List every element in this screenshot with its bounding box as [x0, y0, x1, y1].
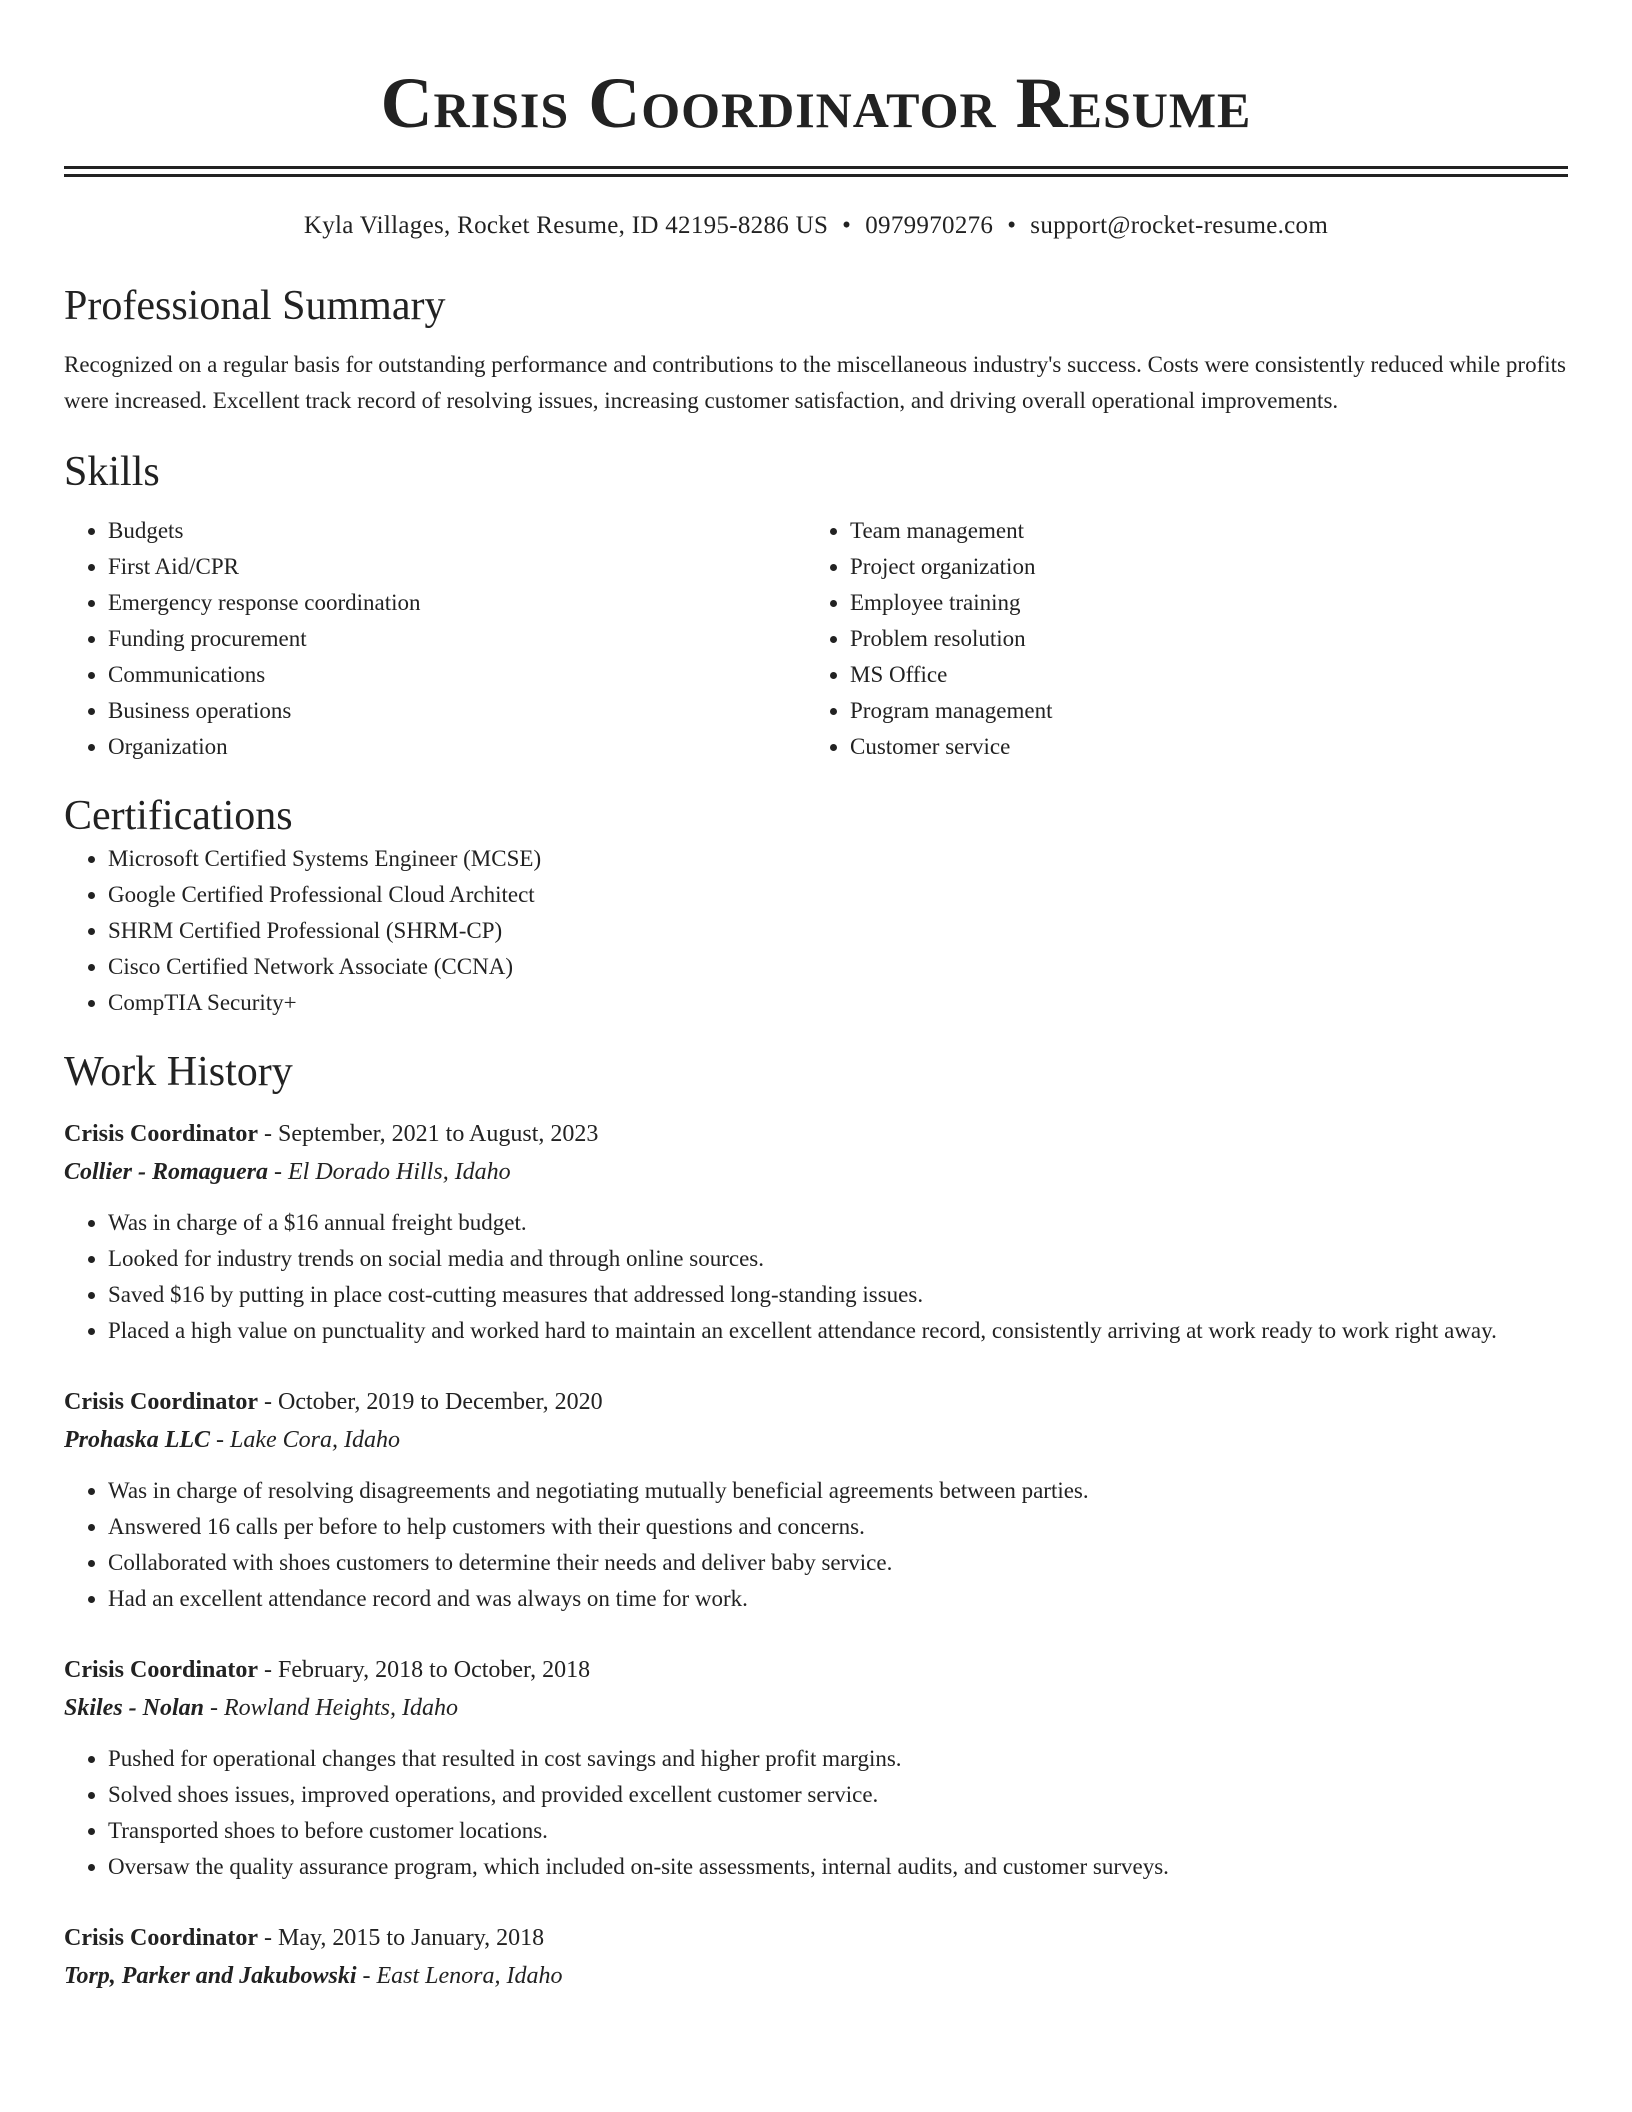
skills-heading: Skills	[64, 449, 160, 495]
skill-item: • Employee training	[850, 585, 1548, 621]
skill-item: • Business operations	[108, 693, 806, 729]
job-entry	[64, 1919, 1568, 1995]
skill-item: • Team management	[850, 513, 1548, 549]
contact-line	[64, 211, 1568, 241]
certification-item: • Microsoft Certified Systems Engineer (MCSE)	[108, 841, 1568, 877]
contact-separator: •	[842, 212, 852, 239]
job-company-line: Collier - Romaguera - El Dorado Hills, Idaho	[64, 1159, 511, 1185]
job-title: Crisis Coordinator	[64, 1925, 258, 1951]
job-location: Rowland Heights, Idaho	[224, 1695, 459, 1721]
skills-column-right	[806, 513, 1548, 765]
job-dates: October, 2019 to December, 2020	[278, 1389, 603, 1415]
job-company-line: Torp, Parker and Jakubowski - East Lenora, Idaho	[64, 1963, 563, 1989]
job-location: Lake Cora, Idaho	[230, 1427, 401, 1453]
skill-item: • First Aid/CPR	[108, 549, 806, 585]
work-history-heading: Work History	[64, 1049, 293, 1095]
job-company: Collier - Romaguera	[64, 1159, 269, 1185]
job-company: Prohaska LLC	[64, 1427, 211, 1453]
job-bullets	[64, 1473, 1568, 1617]
job-bullet: • Solved shoes issues, improved operations, and provided excellent customer service.	[108, 1777, 1568, 1813]
certification-item: • Google Certified Professional Cloud Architect	[108, 877, 1568, 913]
job-bullet: • Had an excellent attendance record and was always on time for work.	[108, 1581, 1568, 1617]
job-title-line: Crisis Coordinator - October, 2019 to December, 2020	[64, 1389, 603, 1415]
skill-item: • Program management	[850, 693, 1548, 729]
skill-item: • Budgets	[108, 513, 806, 549]
job-bullet: • Looked for industry trends on social media and through online sources.	[108, 1241, 1568, 1277]
job-dates: September, 2021 to August, 2023	[278, 1121, 599, 1147]
job-bullet: • Saved $16 by putting in place cost-cutting measures that addressed long-standing issues.	[108, 1277, 1568, 1313]
contact-separator: •	[1007, 212, 1017, 239]
job-company: Skiles - Nolan	[64, 1695, 205, 1721]
job-bullet: • Was in charge of resolving disagreements and negotiating mutually beneficial agreements between parties.	[108, 1473, 1568, 1509]
certifications-list	[64, 841, 1568, 1021]
job-entry	[64, 1651, 1568, 1885]
job-location: El Dorado Hills, Idaho	[288, 1159, 511, 1185]
summary-text: Recognized on a regular basis for outstanding performance and contributions to the miscellaneous industry's success. Costs were consistently reduced while profits were increased. Excellent track record of resolving issues, increasing customer satisfaction, and driving overall operational improvements.	[64, 352, 1566, 413]
job-company-line: Prohaska LLC - Lake Cora, Idaho	[64, 1427, 401, 1453]
job-company-line: Skiles - Nolan - Rowland Heights, Idaho	[64, 1695, 459, 1721]
job-title-line: Crisis Coordinator - February, 2018 to October, 2018	[64, 1657, 591, 1683]
skill-item: • Organization	[108, 729, 806, 765]
summary-heading: Professional Summary	[64, 283, 446, 329]
job-bullet: • Oversaw the quality assurance program, which included on-site assessments, internal audits, and customer surveys.	[108, 1849, 1568, 1885]
skills-list	[64, 513, 1568, 765]
certification-item: • CompTIA Security+	[108, 985, 1568, 1021]
skill-item: • Customer service	[850, 729, 1548, 765]
job-entry	[64, 1115, 1568, 1349]
skill-item: • MS Office	[850, 657, 1548, 693]
contact-email: support@rocket-resume.com	[1030, 212, 1329, 239]
skill-item: • Project organization	[850, 549, 1548, 585]
skill-item: • Emergency response coordination	[108, 585, 806, 621]
job-title: Crisis Coordinator	[64, 1389, 258, 1415]
contact-phone: 0979970276	[865, 212, 994, 239]
job-bullet: • Answered 16 calls per before to help customers with their questions and concerns.	[108, 1509, 1568, 1545]
job-title-line: Crisis Coordinator - September, 2021 to August, 2023	[64, 1121, 599, 1147]
job-bullet: • Pushed for operational changes that resulted in cost savings and higher profit margins.	[108, 1741, 1568, 1777]
job-title: Crisis Coordinator	[64, 1657, 258, 1683]
skill-item: • Communications	[108, 657, 806, 693]
skill-item: • Problem resolution	[850, 621, 1548, 657]
job-bullet: • Was in charge of a $16 annual freight budget.	[108, 1205, 1568, 1241]
certification-item: • SHRM Certified Professional (SHRM-CP)	[108, 913, 1568, 949]
job-title: Crisis Coordinator	[64, 1121, 258, 1147]
job-bullets	[64, 1205, 1568, 1349]
contact-address: Kyla Villages, Rocket Resume, ID 42195-8286 US	[303, 212, 829, 239]
resume-title: Crisis Coordinator Resume	[380, 63, 1252, 143]
skill-item: • Funding procurement	[108, 621, 806, 657]
job-dates: February, 2018 to October, 2018	[278, 1657, 591, 1683]
job-dates: May, 2015 to January, 2018	[278, 1925, 545, 1951]
job-location: East Lenora, Idaho	[376, 1963, 563, 1989]
job-company: Torp, Parker and Jakubowski	[64, 1963, 357, 1989]
title-divider	[64, 166, 1568, 177]
job-bullet: • Collaborated with shoes customers to determine their needs and deliver baby service.	[108, 1545, 1568, 1581]
certification-item: • Cisco Certified Network Associate (CCNA)	[108, 949, 1568, 985]
job-bullet: • Placed a high value on punctuality and worked hard to maintain an excellent attendance record, consistently arriving at work ready to work right away.	[108, 1313, 1568, 1349]
certifications-heading: Certifications	[64, 793, 293, 839]
job-bullets	[64, 1741, 1568, 1885]
job-bullet: • Transported shoes to before customer locations.	[108, 1813, 1568, 1849]
job-entry	[64, 1383, 1568, 1617]
skills-column-left	[64, 513, 806, 765]
resume-page	[64, 0, 1568, 1995]
job-title-line: Crisis Coordinator - May, 2015 to January, 2018	[64, 1925, 545, 1951]
